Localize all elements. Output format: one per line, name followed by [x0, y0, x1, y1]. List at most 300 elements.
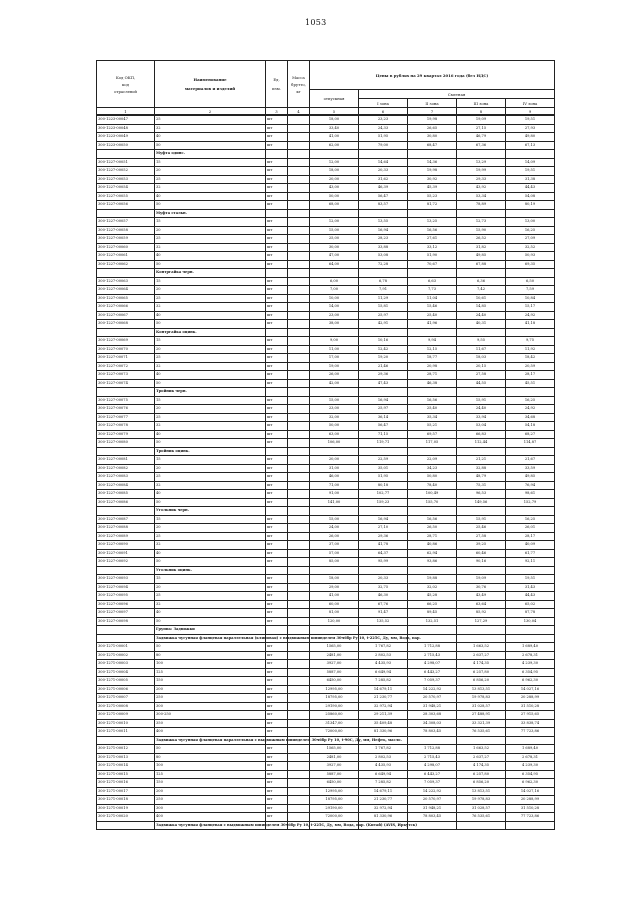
release-price-cell: 2481,00: [310, 753, 359, 762]
section-code-cell: [97, 269, 155, 278]
zone3-price-cell: 21,21: [457, 456, 506, 465]
zone1-price-cell: 1 767,82: [359, 745, 408, 754]
name-cell: 50: [155, 558, 266, 567]
name-cell: 32: [155, 124, 266, 133]
header-colnum: 7: [408, 108, 457, 115]
code-cell: 300-1271-00006: [97, 685, 155, 694]
zone2-price-cell: 27,61: [408, 235, 457, 244]
zone1-price-cell: 46,39: [359, 184, 408, 193]
section-empty-cell: [359, 209, 408, 218]
zone4-price-cell: 1 689,40: [506, 745, 555, 754]
unit-cell: шт: [266, 345, 288, 354]
mass-cell: [288, 770, 310, 779]
zone4-price-cell: 15,17: [506, 303, 555, 312]
zone2-price-cell: 78,40: [408, 481, 457, 490]
name-cell: 40: [155, 192, 266, 201]
table-row: [97, 643, 555, 652]
zone1-price-cell: 119,71: [359, 439, 408, 448]
section-empty-cell: [457, 209, 506, 218]
header-smeta: Сметная: [359, 90, 555, 99]
name-cell: 200: [155, 685, 266, 694]
zone4-price-cell: 19,51: [506, 575, 555, 584]
table-row: [97, 277, 555, 286]
zone1-price-cell: 102,77: [359, 490, 408, 499]
section-empty-cell: [310, 566, 359, 575]
mass-cell: [288, 320, 310, 329]
section-empty-cell: [266, 150, 288, 159]
mass-cell: [288, 728, 310, 737]
table-row: [97, 685, 555, 694]
header-colnum: 4: [288, 108, 310, 115]
mass-cell: [288, 804, 310, 813]
code-cell: 300-1271-00008: [97, 702, 155, 711]
name-cell: 40: [155, 133, 266, 142]
release-price-cell: 12995,00: [310, 787, 359, 796]
table-row: [97, 184, 555, 193]
name-cell: 32: [155, 184, 266, 193]
table-row: [97, 804, 555, 813]
zone2-price-cell: 12,15: [408, 345, 457, 354]
code-cell: 300-1227-00085: [97, 490, 155, 499]
release-price-cell: 141,00: [310, 498, 359, 507]
unit-cell: шт: [266, 719, 288, 728]
code-cell: 300-1227-00078: [97, 422, 155, 431]
unit-cell: шт: [266, 651, 288, 660]
zone2-price-cell: 45,39: [408, 184, 457, 193]
unit-cell: шт: [266, 226, 288, 235]
zone1-price-cell: 95,99: [359, 558, 408, 567]
code-cell: 300-1227-00092: [97, 558, 155, 567]
table-row: [97, 481, 555, 490]
zone4-price-cell: 33 838,74: [506, 719, 555, 728]
release-price-cell: 12,00: [310, 158, 359, 167]
zone2-price-cell: 68,47: [408, 141, 457, 150]
zone2-price-cell: 19,98: [408, 116, 457, 125]
section-empty-cell: [288, 626, 310, 635]
mass-cell: [288, 124, 310, 133]
zone3-price-cell: 24,40: [457, 311, 506, 320]
unit-cell: шт: [266, 702, 288, 711]
release-price-cell: 63,00: [310, 430, 359, 439]
header-colnum: 6: [359, 108, 408, 115]
table-row: [97, 541, 555, 550]
zone2-price-cell: 34,23: [408, 464, 457, 473]
mass-cell: [288, 711, 310, 720]
section-empty-cell: [288, 447, 310, 456]
code-cell: 300-1227-00063: [97, 277, 155, 286]
section-row: [97, 269, 555, 278]
section-row: [97, 507, 555, 516]
name-cell: 40: [155, 252, 266, 261]
release-price-cell: 60,00: [310, 600, 359, 609]
name-cell: 50: [155, 320, 266, 329]
zone3-price-cell: 15,91: [457, 515, 506, 524]
name-cell: 20: [155, 345, 266, 354]
code-cell: 300-1227-00068: [97, 320, 155, 329]
release-price-cell: 2481,00: [310, 651, 359, 660]
mass-cell: [288, 252, 310, 261]
zone2-price-cell: 78 803,45: [408, 728, 457, 737]
code-cell: 300-1227-00079: [97, 430, 155, 439]
release-price-cell: 30,00: [310, 243, 359, 252]
release-price-cell: 12995,00: [310, 685, 359, 694]
mass-cell: [288, 260, 310, 269]
zone1-price-cell: 53,08: [359, 252, 408, 261]
unit-cell: шт: [266, 600, 288, 609]
zone2-price-cell: 16,56: [408, 515, 457, 524]
code-cell: 300-1271-00009: [97, 711, 155, 720]
release-price-cell: 3927,00: [310, 660, 359, 669]
zone2-price-cell: 28,71: [408, 371, 457, 380]
name-cell: 20: [155, 524, 266, 533]
release-price-cell: 62,00: [310, 141, 359, 150]
section-empty-cell: [359, 150, 408, 159]
name-cell: 40: [155, 549, 266, 558]
zone2-price-cell: 18,77: [408, 354, 457, 363]
section-row: [97, 328, 555, 337]
unit-cell: шт: [266, 745, 288, 754]
mass-cell: [288, 201, 310, 210]
zone3-price-cell: 20,15: [457, 362, 506, 371]
unit-cell: шт: [266, 609, 288, 618]
code-cell: 300-1227-00087: [97, 515, 155, 524]
name-cell: 50: [155, 201, 266, 210]
name-cell: 15: [155, 337, 266, 346]
zone2-price-cell: 32,02: [408, 583, 457, 592]
unit-cell: шт: [266, 490, 288, 499]
code-cell: 300-1227-00093: [97, 575, 155, 584]
zone1-price-cell: 4 435,93: [359, 660, 408, 669]
zone1-price-cell: 10,16: [359, 337, 408, 346]
zone2-price-cell: 30,92: [408, 175, 457, 184]
section-empty-cell: [408, 566, 457, 575]
name-cell: 50: [155, 643, 266, 652]
mass-cell: [288, 439, 310, 448]
table-row: [97, 116, 555, 125]
zone3-price-cell: 31 028,57: [457, 804, 506, 813]
header-name: Наименование материалов и изделий: [155, 61, 266, 108]
code-cell: 300-1271-00007: [97, 694, 155, 703]
zone2-price-cell: 1 712,88: [408, 745, 457, 754]
zone4-price-cell: 1 689,40: [506, 643, 555, 652]
zone3-price-cell: 7,42: [457, 286, 506, 295]
section-title: Муфта одинс.: [155, 150, 266, 159]
zone3-price-cell: 31,82: [457, 243, 506, 252]
zone4-price-cell: 11,92: [506, 345, 555, 354]
unit-cell: шт: [266, 779, 288, 788]
release-price-cell: 64,00: [310, 260, 359, 269]
zone1-price-cell: 91,47: [359, 609, 408, 618]
zone1-price-cell: 16,94: [359, 396, 408, 405]
mass-cell: [288, 541, 310, 550]
zone1-price-cell: 80,18: [359, 481, 408, 490]
zone4-price-cell: 44,43: [506, 184, 555, 193]
section-title: Задвижка чугунная фланцевая параллельная (клиновая) с выдвижным шпинделем 30ч6бр Ру 10, t-225С, Ду, мм, Вода, пар.: [155, 634, 266, 643]
zone1-price-cell: 6 649,94: [359, 668, 408, 677]
zone2-price-cell: 40,86: [408, 541, 457, 550]
mass-cell: [288, 337, 310, 346]
release-price-cell: 14,00: [310, 303, 359, 312]
release-price-cell: 106,00: [310, 439, 359, 448]
release-price-cell: 6450,00: [310, 677, 359, 686]
header-colnum: 2: [155, 108, 266, 115]
mass-cell: [288, 600, 310, 609]
name-cell: 50: [155, 141, 266, 150]
unit-cell: шт: [266, 141, 288, 150]
zone2-price-cell: 2 715,43: [408, 651, 457, 660]
mass-cell: [288, 660, 310, 669]
zone1-price-cell: 2 802,53: [359, 753, 408, 762]
zone2-price-cell: 28 303,68: [408, 711, 457, 720]
code-cell: 300-1271-00017: [97, 787, 155, 796]
mass-cell: [288, 651, 310, 660]
zone1-price-cell: 46,30: [359, 592, 408, 601]
release-price-cell: 85,00: [310, 558, 359, 567]
unit-cell: шт: [266, 515, 288, 524]
code-cell: 300-1223-00048: [97, 124, 155, 133]
zone4-price-cell: 4 239,30: [506, 660, 555, 669]
zone2-price-cell: 1 712,88: [408, 643, 457, 652]
zone3-price-cell: 43,92: [457, 184, 506, 193]
zone1-price-cell: 6 649,94: [359, 770, 408, 779]
zone1-price-cell: 11,29: [359, 294, 408, 303]
table-row: [97, 303, 555, 312]
zone3-price-cell: 75,31: [457, 481, 506, 490]
zone2-price-cell: 14 222,92: [408, 685, 457, 694]
zone3-price-cell: 13,29: [457, 158, 506, 167]
code-cell: 300-1227-00062: [97, 260, 155, 269]
zone3-price-cell: 60,46: [457, 549, 506, 558]
mass-cell: [288, 481, 310, 490]
code-cell: 300-1227-00057: [97, 218, 155, 227]
zone3-price-cell: 40,31: [457, 320, 506, 329]
table-row: [97, 286, 555, 295]
zone4-price-cell: 41,18: [506, 320, 555, 329]
section-title: Тройник оцинк.: [155, 447, 266, 456]
zone3-price-cell: 29,33: [457, 175, 506, 184]
code-cell: 300-1227-00086: [97, 498, 155, 507]
zone1-price-cell: 51,95: [359, 133, 408, 142]
zone4-price-cell: 6,50: [506, 277, 555, 286]
zone1-price-cell: 72,28: [359, 260, 408, 269]
code-cell: 300-1227-00052: [97, 167, 155, 176]
zone1-price-cell: 14 679,11: [359, 685, 408, 694]
zone2-price-cell: 55,21: [408, 422, 457, 431]
name-cell: 25: [155, 116, 266, 125]
zone4-price-cell: 4 239,30: [506, 762, 555, 771]
unit-cell: шт: [266, 277, 288, 286]
code-cell: 300-1227-00094: [97, 583, 155, 592]
section-empty-cell: [310, 626, 359, 635]
section-empty-cell: [266, 447, 288, 456]
mass-cell: [288, 303, 310, 312]
mass-cell: [288, 677, 310, 686]
release-price-cell: 18,00: [310, 167, 359, 176]
table-row: [97, 243, 555, 252]
zone3-price-cell: 149,56: [457, 498, 506, 507]
section-empty-cell: [288, 150, 310, 159]
unit-cell: шт: [266, 439, 288, 448]
zone2-price-cell: 66,25: [408, 600, 457, 609]
table-header: [96, 60, 555, 115]
zone4-price-cell: 20 288,99: [506, 796, 555, 805]
name-cell: 15: [155, 575, 266, 584]
table-row: [97, 558, 555, 567]
zone2-price-cell: 70,67: [408, 260, 457, 269]
release-price-cell: 18,00: [310, 575, 359, 584]
zone2-price-cell: 35,34: [408, 413, 457, 422]
table-row: [97, 235, 555, 244]
table-row: [97, 320, 555, 329]
release-price-cell: 33,40: [310, 124, 359, 133]
zone3-price-cell: 85,92: [457, 609, 506, 618]
zone3-price-cell: 25,46: [457, 524, 506, 533]
section-empty-cell: [506, 507, 555, 516]
header-price-title: Цены в рублях на 29 квартал 2016 года (без НДС): [310, 61, 555, 90]
unit-cell: шт: [266, 311, 288, 320]
section-row: [97, 634, 555, 643]
zone3-price-cell: 27,15: [457, 124, 506, 133]
table-row: [97, 498, 555, 507]
name-cell: 15: [155, 218, 266, 227]
table-row: [97, 337, 555, 346]
mass-cell: [288, 473, 310, 482]
zone2-price-cell: 20 570,97: [408, 796, 457, 805]
name-cell: 15: [155, 515, 266, 524]
zone4-price-cell: 16,25: [506, 515, 555, 524]
zone1-price-cell: 31,62: [359, 175, 408, 184]
mass-cell: [288, 158, 310, 167]
zone2-price-cell: 7,73: [408, 286, 457, 295]
zone2-price-cell: 117,05: [408, 439, 457, 448]
section-title: Угольник черн.: [155, 507, 266, 516]
zone2-price-cell: 93,86: [408, 558, 457, 567]
section-empty-cell: [288, 388, 310, 397]
zone2-price-cell: 15,46: [408, 303, 457, 312]
mass-cell: [288, 702, 310, 711]
zone1-price-cell: 29,36: [359, 532, 408, 541]
unit-cell: шт: [266, 192, 288, 201]
zone1-price-cell: 4 435,93: [359, 762, 408, 771]
zone3-price-cell: 24,40: [457, 405, 506, 414]
mass-cell: [288, 753, 310, 762]
code-cell: 300-1227-00056: [97, 201, 155, 210]
release-price-cell: 43,00: [310, 184, 359, 193]
zone2-price-cell: 62,94: [408, 549, 457, 558]
unit-cell: шт: [266, 286, 288, 295]
unit-cell: шт: [266, 770, 288, 779]
section-empty-cell: [506, 209, 555, 218]
table-row: [97, 201, 555, 210]
name-cell: 125: [155, 770, 266, 779]
zone4-price-cell: 114,87: [506, 439, 555, 448]
zone3-price-cell: 44,55: [457, 379, 506, 388]
zone4-price-cell: 31,43: [506, 583, 555, 592]
zone3-price-cell: 1 663,52: [457, 745, 506, 754]
zone2-price-cell: 22,09: [408, 456, 457, 465]
zone1-price-cell: 19,20: [359, 354, 408, 363]
unit-cell: шт: [266, 524, 288, 533]
section-row: [97, 821, 555, 830]
release-price-cell: 71,00: [310, 481, 359, 490]
zone2-price-cell: 13,25: [408, 218, 457, 227]
zone4-price-cell: 87,78: [506, 609, 555, 618]
section-empty-cell: [457, 269, 506, 278]
section-code-cell: [97, 209, 155, 218]
zone4-price-cell: 31 510,28: [506, 702, 555, 711]
zone3-price-cell: 27 488,91: [457, 711, 506, 720]
zone3-price-cell: 48,79: [457, 473, 506, 482]
name-cell: 32: [155, 362, 266, 371]
section-row: [97, 150, 555, 159]
zone4-price-cell: 61,77: [506, 549, 555, 558]
zone2-price-cell: 25,40: [408, 405, 457, 414]
zone1-price-cell: 7,91: [359, 286, 408, 295]
release-price-cell: 26,00: [310, 532, 359, 541]
mass-cell: [288, 311, 310, 320]
release-price-cell: 11,00: [310, 345, 359, 354]
table-row: [97, 702, 555, 711]
section-title: Муфта стальн.: [155, 209, 266, 218]
zone4-price-cell: 26,01: [506, 524, 555, 533]
zone4-price-cell: 34,68: [506, 413, 555, 422]
mass-cell: [288, 286, 310, 295]
unit-cell: шт: [266, 260, 288, 269]
section-empty-cell: [359, 269, 408, 278]
mass-cell: [288, 235, 310, 244]
zone2-price-cell: 20 570,97: [408, 694, 457, 703]
table-row: [97, 362, 555, 371]
release-price-cell: 7,00: [310, 286, 359, 295]
zone3-price-cell: 12,73: [457, 218, 506, 227]
zone2-price-cell: 30,80: [408, 133, 457, 142]
zone4-price-cell: 28,17: [506, 532, 555, 541]
zone3-price-cell: 26,52: [457, 235, 506, 244]
name-cell: 40: [155, 490, 266, 499]
zone2-price-cell: 78 803,45: [408, 813, 457, 822]
mass-cell: [288, 167, 310, 176]
zone1-price-cell: 67,76: [359, 600, 408, 609]
code-cell: 300-1227-00076: [97, 405, 155, 414]
mass-cell: [288, 609, 310, 618]
release-price-cell: 29190,00: [310, 702, 359, 711]
zone3-price-cell: 76 535,61: [457, 728, 506, 737]
release-price-cell: 5887,00: [310, 770, 359, 779]
code-cell: 300-1271-00013: [97, 753, 155, 762]
unit-cell: шт: [266, 762, 288, 771]
zone1-price-cell: 36,14: [359, 413, 408, 422]
section-empty-cell: [457, 566, 506, 575]
page-number: 1053: [305, 18, 327, 27]
table-row: [97, 660, 555, 669]
unit-cell: шт: [266, 464, 288, 473]
section-empty-cell: [506, 150, 555, 159]
mass-cell: [288, 371, 310, 380]
zone4-price-cell: 24,92: [506, 311, 555, 320]
code-cell: 300-1271-00016: [97, 779, 155, 788]
code-cell: 300-1271-00010: [97, 719, 155, 728]
zone3-price-cell: 11,67: [457, 345, 506, 354]
mass-cell: [288, 141, 310, 150]
release-price-cell: 31347,00: [310, 719, 359, 728]
code-cell: 300-1227-00073: [97, 371, 155, 380]
section-empty-cell: [457, 634, 506, 643]
name-cell: 150: [155, 677, 266, 686]
unit-cell: шт: [266, 617, 288, 626]
table-row: [97, 430, 555, 439]
zone1-price-cell: 20,33: [359, 575, 408, 584]
zone1-price-cell: 42,91: [359, 320, 408, 329]
